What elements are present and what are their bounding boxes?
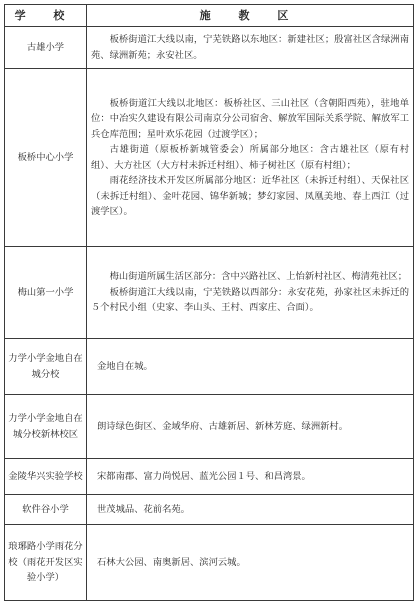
school-name: 软件谷小学 [5,495,87,525]
area-cell [87,495,414,525]
table-row [5,525,414,601]
area-paragraph: 板桥街道江大线以北地区：板桥社区、三山社区（含朝阳西苑），驻地单位：中冶实久建设有限公司南京分公司宿舍、解放军国际关系学院、解放军工兵仓库范围；星叶欢乐花园（过渡学区）； [91,97,409,140]
table-header-row [5,5,414,27]
table-row [5,495,414,525]
table-row [5,27,414,69]
school-name: 力学小学金地自在城分校 [5,339,87,395]
table-row [5,339,414,395]
area-cell [87,247,414,339]
table-row [5,395,414,459]
area-cell [87,27,414,69]
area-paragraph: 宋都南郡、富力尚悦居、蓝光公园１号、和昌湾景。 [97,470,311,482]
area-paragraph: 金地自在城。 [97,360,153,372]
area-paragraph: 板桥街道江大线以南，宁芜铁路以东地区：新建社区；殷富社区含绿洲南苑、绿洲新苑；永安社区。 [91,34,409,61]
school-name: 琅琊路小学雨花分校（雨花开发区实验小学） [5,525,87,601]
school-name: 古雄小学 [5,27,87,69]
area-cell [87,525,414,601]
area-cell [87,395,414,459]
school-name: 力学小学金地自在城分校新林校区 [5,395,87,459]
school-name: 梅山第一小学 [5,247,87,339]
area-paragraph: 板桥街道江大线以南，宁芜铁路以西部分：永安花苑，孙家社区未拆迁的５个村民小组（史家、李山头、王村、西家庄、合面）。 [91,286,409,314]
area-cell [87,459,414,495]
area-paragraph: 世茂城品、花前名苑。 [97,503,190,515]
table-row [5,69,414,247]
area-paragraph: 石林大公园、南奥新居、滨河云城。 [97,556,246,568]
area-paragraph: 朗诗绿色街区、金域华府、古雄新居、新林芳庭、绿洲新村。 [97,420,349,432]
area-cell [87,69,414,247]
area-paragraph: 雨花经济技术开发区所属部分地区：近华社区（未拆迁村组）、天保社区（未拆迁村组）、金叶花园、锦华新城；梦幻家园、凤凰美地、春上西江（过渡学区）。 [91,175,409,217]
district-table-wrapper [4,4,413,601]
header-school: 学 校 [5,5,87,27]
table-row [5,459,414,495]
school-district-table [4,4,414,601]
school-name: 金陵华兴实验学校 [5,459,87,495]
school-name: 板桥中心小学 [5,69,87,247]
table-row [5,247,414,339]
header-area: 施 教 区 [87,5,414,27]
area-paragraph: 梅山街道所属生活区部分：含中兴路社区、上怡新村社区、梅清苑社区； [109,271,408,283]
area-paragraph: 古雄街道（原板桥新城管委会）所属部分地区：含古雄社区（原有村组）、大方社区（大方村未拆迁村组）、柿子树社区（原有村组）； [91,144,409,171]
area-cell [87,339,414,395]
